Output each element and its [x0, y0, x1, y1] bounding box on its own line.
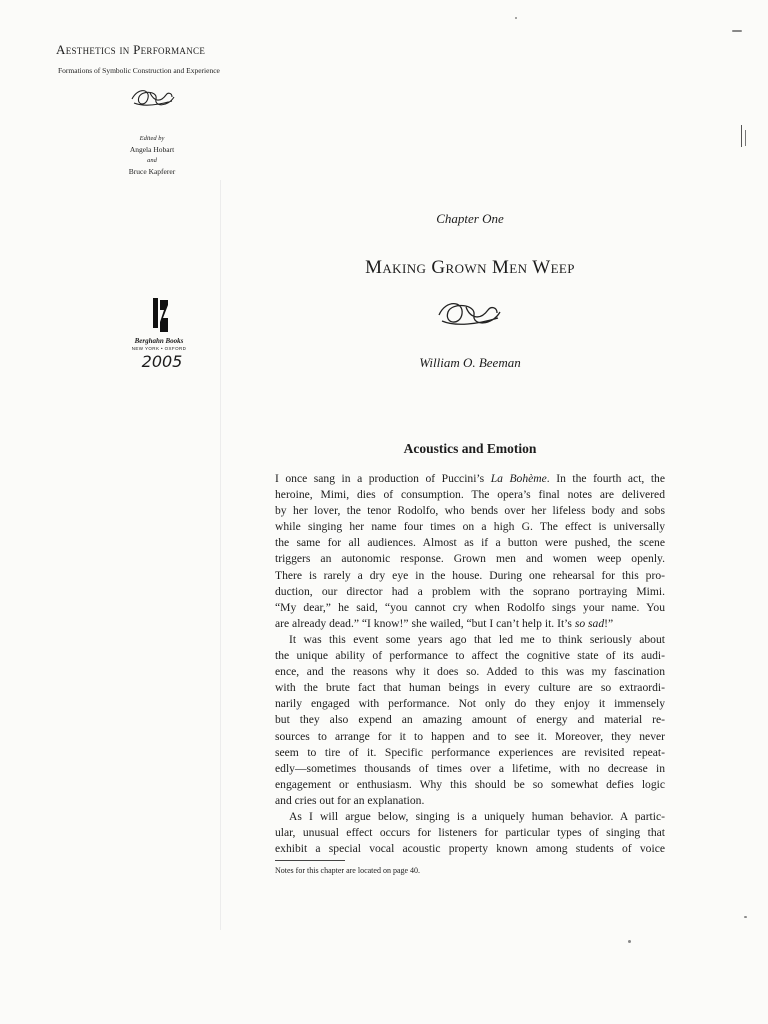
berghahn-logo-icon [152, 296, 170, 336]
body-line [275, 519, 665, 535]
body-line [275, 648, 665, 664]
editors-block [96, 133, 208, 177]
text-segment: sources to arrange for it to happen and to see it. Moreover, they never [275, 729, 665, 743]
book-title: Aesthetics in Performance [56, 42, 206, 57]
text-segment: but they also expend an amazing amount of energy and material re- [275, 713, 665, 727]
body-line [275, 729, 665, 745]
text-segment: ular, unusual effect occurs for listeners for particular types of singing that [275, 826, 665, 840]
editor-name: Angela Hobart [129, 145, 175, 154]
scan-artifact [745, 130, 746, 146]
text-segment: engagement or enthusiasm. Why this should be so somewhat defies logic [275, 777, 665, 791]
body-line [275, 584, 665, 600]
italic-text: so sad [574, 616, 605, 630]
body-line [275, 487, 665, 503]
footnote-rule [275, 860, 345, 861]
body-line [275, 777, 665, 793]
text-segment: heroine, Mimi, dies of consumption. The opera’s final notes are delivered [275, 488, 665, 502]
text-segment: I once sang in a production of Puccini’s [275, 472, 491, 485]
text-segment: while singing her name four times on a high G. The effect is universally [275, 520, 665, 534]
chapter-author: William O. Beeman [419, 355, 521, 370]
body-line [275, 600, 665, 616]
scan-artifact [741, 125, 742, 147]
body-line [275, 616, 665, 632]
text-segment: the unique ability of performance to affect the cognitive state of its audi- [275, 649, 665, 663]
body-line [275, 551, 665, 567]
text-segment: and cries out for an explanation. [275, 793, 425, 807]
text-segment: the same for all audiences. Almost as if a button were pushed, the scene [275, 536, 665, 550]
text-segment: exhibit a special vocal acoustic property known among students of voice [275, 842, 665, 856]
handwritten-year: 2005 [141, 352, 183, 371]
footnote: Notes for this chapter are located on page 40. [275, 866, 421, 875]
flourish-ornament-icon [128, 85, 178, 111]
publisher-cities: NEW YORK • OXFORD [131, 346, 187, 351]
scan-speck [744, 916, 747, 918]
and-label: and [147, 157, 157, 164]
body-line [275, 632, 665, 648]
text-segment: by her lover, the tenor Rodolfo, who bends over her lifeless body and sobs [275, 504, 665, 518]
edited-by-label: Edited by [139, 135, 165, 142]
body-line [275, 745, 665, 761]
body-line [275, 696, 665, 712]
scan-speck [515, 17, 517, 19]
book-subtitle: Formations of Symbolic Construction and Experience [58, 66, 220, 75]
text-segment: “My dear,” he said, “you cannot cry when Rodolfo sings your name. You [275, 600, 665, 614]
text-segment: are already dead.” “I know!” she wailed, “but I can’t help it. It’s [275, 616, 575, 630]
text-segment: ence, and the reasons why it does so. Added to this was my fascination [275, 665, 665, 679]
page-gutter [220, 180, 221, 930]
text-segment: !” [604, 616, 614, 630]
body-line [275, 841, 665, 857]
text-segment: seem to tire of it. Specific performance experiences are revisited repeat- [275, 745, 665, 759]
scan-speck [628, 940, 631, 943]
body-line [275, 680, 665, 696]
editor-name: Bruce Kapferer [128, 167, 176, 176]
italic-text: La Bohème [490, 472, 547, 485]
body-line [275, 761, 665, 777]
body-line [275, 825, 665, 841]
text-segment: narily engaged with performance. Not only do they enjoy it immensely [275, 697, 665, 711]
text-segment: . In the fourth act, the [546, 472, 665, 485]
body-line [275, 793, 665, 809]
body-text [275, 471, 665, 857]
text-segment: edly—sometimes thousands of times over a lifetime, with no decrease in [275, 761, 665, 775]
scan-speck [732, 30, 742, 32]
body-line [275, 471, 665, 487]
text-segment: triggers an autonomic response. Grown men and women weep openly. [275, 552, 665, 566]
text-segment: It was this event some years ago that led me to think seriously about [289, 632, 665, 646]
text-segment: As I will argue below, singing is a uniquely human behavior. A partic- [289, 809, 665, 823]
chapter-label: Chapter One [436, 211, 504, 226]
body-line [275, 568, 665, 584]
chapter-title: Making Grown Men Weep [365, 257, 575, 278]
section-heading: Acoustics and Emotion [403, 441, 537, 456]
body-line [275, 503, 665, 519]
text-segment: duction, our director had a problem with the soprano portraying Mimi. [275, 584, 665, 598]
publisher-name: Berghahn Books [134, 337, 184, 345]
flourish-ornament-icon [434, 297, 506, 331]
body-line [275, 809, 665, 825]
body-line [275, 535, 665, 551]
text-segment: with the brute fact that human beings in every culture are so extraordi- [275, 681, 665, 695]
text-segment: There is rarely a dry eye in the house. During one rehearsal for this pro- [275, 568, 665, 582]
body-line [275, 712, 665, 728]
body-line [275, 664, 665, 680]
